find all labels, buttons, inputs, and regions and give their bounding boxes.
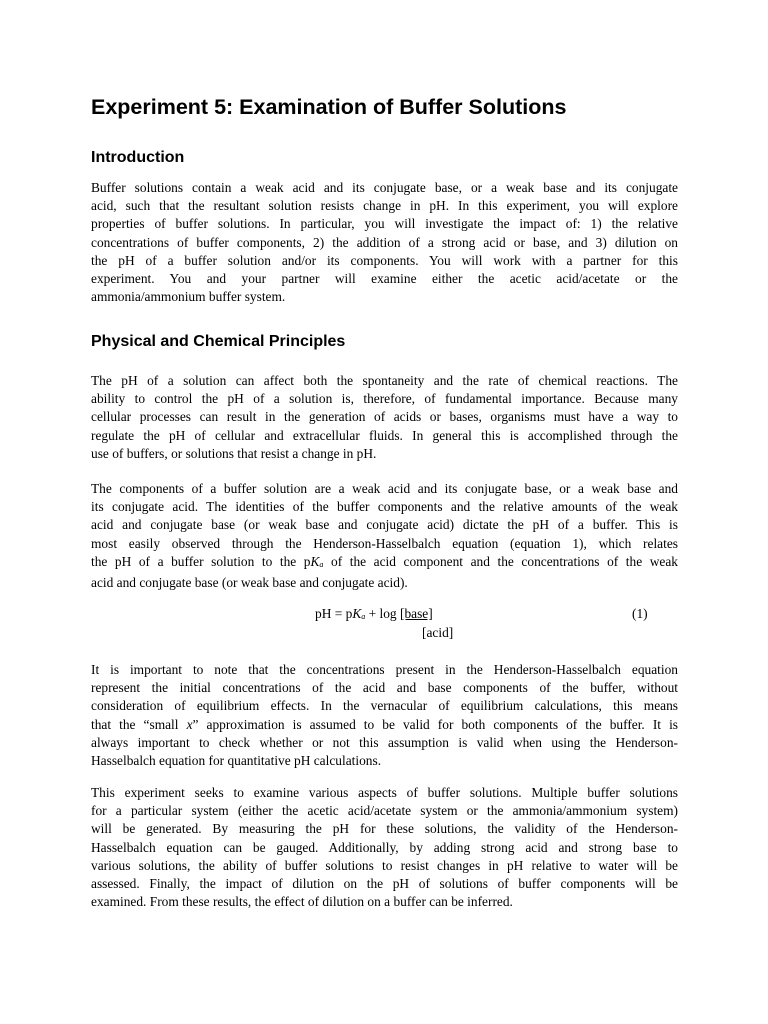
text-line: various solutions, the ability of buffer solutions to resist changes in pH relative to water will be: [91, 857, 678, 873]
equation-numerator: [base]: [399, 606, 433, 621]
equation-p: p: [345, 606, 353, 621]
text-line: its conjugate acid. The identities of the buffer components and the relative amounts of the weak: [91, 499, 678, 515]
text-segment: that the “small: [91, 716, 187, 732]
text-line: assessed. Finally, the impact of dilution on the pH of solutions of buffer components will be: [91, 876, 678, 892]
text-line: experiment. You and your partner will examine either the acetic acid/acetate or the: [91, 271, 678, 287]
text-line: use of buffers, or solutions that resist a change in pH.: [91, 445, 377, 461]
text-line: acid and conjugate base (or weak base and conjugate acid) dictate the pH of a buffer. This is: [91, 517, 678, 533]
italic-x: x: [186, 716, 193, 732]
equation-denominator: [acid]: [422, 625, 454, 640]
text-line: concentrations of buffer components, 2) the addition of a strong acid or base, and 3) dilution on: [91, 234, 678, 250]
text-line: examined. From these results, the effect of dilution on a buffer can be inferred.: [91, 894, 513, 910]
text-line: This experiment seeks to examine various aspects of buffer solutions. Multiple buffer solutions: [91, 785, 678, 800]
text-line: Hasselbalch equation for quantitative pH calculations.: [91, 753, 382, 769]
text-line: the pH of a buffer solution and/or its components. You will work with a partner for this: [91, 252, 678, 268]
equation-number: (1): [632, 606, 648, 621]
italic-k: K: [310, 553, 320, 569]
text-line: always important to check whether or not this assumption is valid when using the Henderson-: [91, 734, 678, 750]
document-title: Experiment 5: Examination of Buffer Solutions: [91, 95, 567, 119]
paragraph-ph-importance: [91, 372, 678, 463]
text-line: It is important to note that the concentrations present in the Henderson-Hasselbalch equation: [91, 662, 678, 677]
paragraph-buffer-components: [91, 480, 678, 592]
text-line: represent the initial concentrations of the acid and base components of the buffer, without: [91, 680, 678, 696]
text-line: acid and conjugate base (or weak base and conjugate acid).: [91, 575, 408, 591]
text-line: The pH of a solution can affect both the spontaneity and the rate of chemical reactions. The: [91, 373, 678, 388]
heading-physical-chemical-principles: Physical and Chemical Principles: [91, 333, 346, 350]
text-line: will be generated. By measuring the pH for these solutions, the validity of the Henderson-: [91, 821, 678, 837]
italic-a-subscript: a: [319, 559, 324, 569]
text-line: Buffer solutions contain a weak acid and its conjugate base, or a weak base and its conjugate: [91, 180, 678, 195]
equation-log: + log: [365, 606, 400, 621]
text-line: most easily observed through the Henderson-Hasselbalch equation (equation 1), which relates: [91, 535, 678, 551]
equation-k: K: [352, 606, 362, 621]
text-line: The components of a buffer solution are a weak acid and its conjugate base, or a weak base and: [91, 481, 678, 496]
heading-introduction: Introduction: [91, 149, 185, 166]
text-line: Hasselbalch equation can be gauged. Additionally, by adding strong acid and strong base to: [91, 839, 678, 855]
text-line: [91, 716, 678, 734]
text-segment: the pH of a buffer solution to the p: [91, 553, 311, 569]
text-line: acid, such that the resultant solution resists change in pH. In this experiment, you will explore: [91, 198, 678, 214]
equation-main-line: [315, 605, 433, 626]
text-segment: of the acid component and the concentrations of the weak: [323, 553, 678, 569]
paragraph-initial-concentrations: [91, 661, 678, 770]
text-line: properties of buffer solutions. In particular, you will investigate the impact of: 1) the relative: [91, 216, 678, 232]
text-line: consideration of equilibrium effects. In the vernacular of equilibrium calculations, this means: [91, 698, 678, 714]
text-line: cellular processes can result in the generation of acids or bases, organisms must have a way to: [91, 409, 678, 425]
text-line: ability to control the pH of a solution is, therefore, of fundamental importance. Because many: [91, 391, 678, 407]
paragraph-experiment-aims: [91, 784, 678, 911]
paragraph-introduction: [91, 179, 678, 306]
text-line: [91, 553, 678, 574]
text-line: ammonia/ammonium buffer system.: [91, 289, 286, 305]
text-line: for a particular system (either the acetic acid/acetate system or the ammonia/ammonium system): [91, 803, 678, 819]
equation-a-subscript: a: [361, 612, 366, 621]
henderson-hasselbalch-equation: [0, 605, 768, 645]
text-segment: ” approximation is assumed to be valid for both components of the buffer. It is: [192, 716, 678, 732]
text-line: regulate the pH of cellular and extracellular fluids. In general this is accomplished through the: [91, 427, 678, 443]
equation-ph: pH =: [315, 606, 346, 621]
